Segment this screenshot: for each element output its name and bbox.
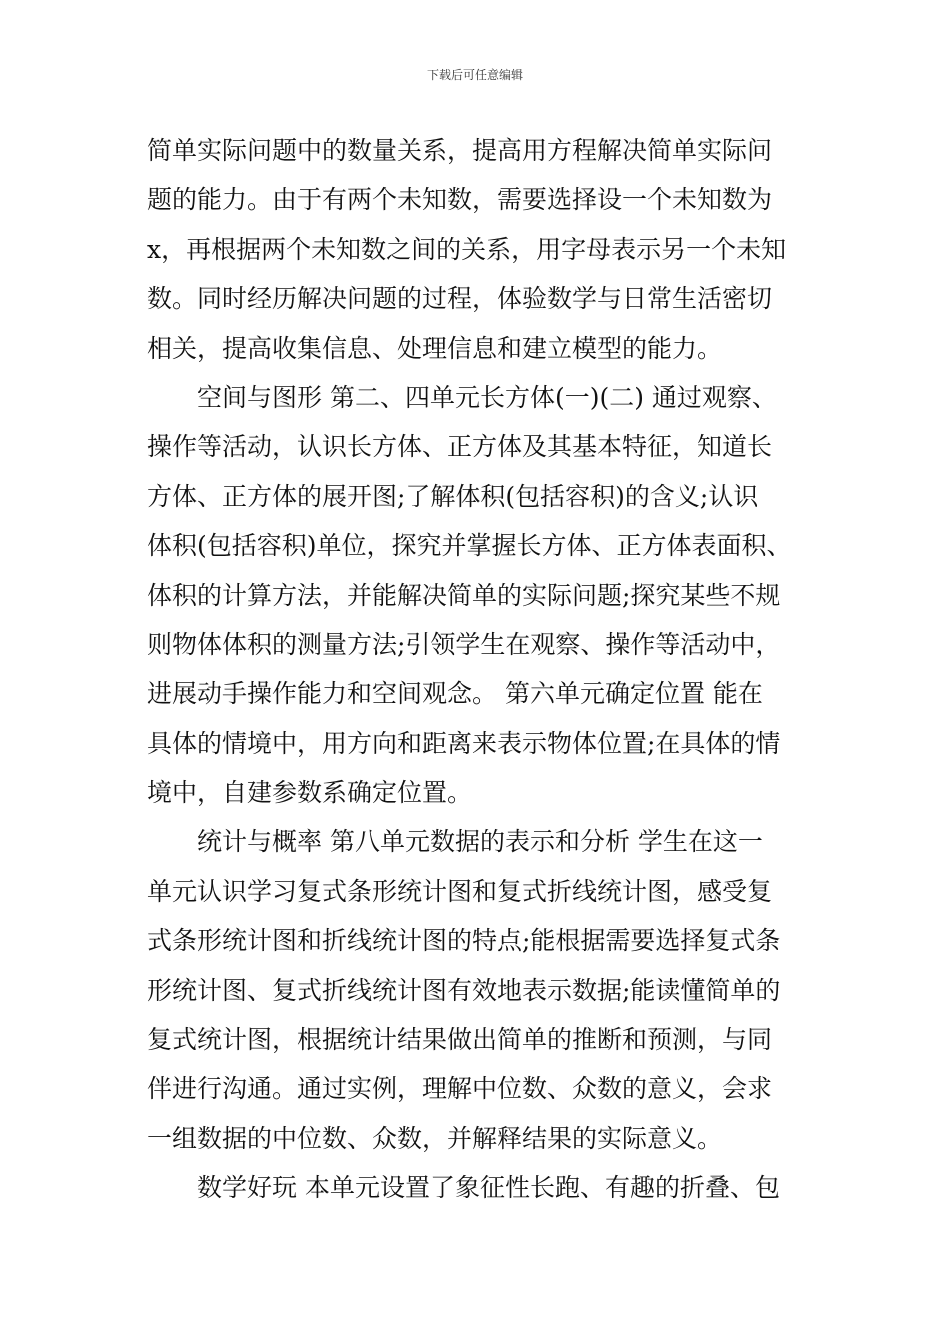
page-header: 下载后可任意编辑 [426, 68, 523, 82]
text-line: 题的能力。由于有两个未知数，需要选择设一个未知数为 [147, 185, 773, 215]
text-line: x，再根据两个未知数之间的关系，用字母表示另一个未知 [147, 234, 787, 264]
text-line: 体积的计算方法，并能解决简单的实际问题;探究某些不规 [147, 580, 781, 610]
text-line: 复式统计图，根据统计结果做出简单的推断和预测，与同 [147, 1025, 773, 1055]
text-line: 式条形统计图和折线统计图的特点;能根据需要选择复式条 [147, 926, 781, 956]
text-line: 伴进行沟通。通过实例，理解中位数、众数的意义，会求 [147, 1074, 773, 1104]
document-body [147, 126, 807, 1213]
text-line: 数学好玩 本单元设置了象征性长跑、有趣的折叠、包 [197, 1173, 780, 1203]
text-line: 空间与图形 第二、四单元长方体(一)(二) 通过观察、 [197, 382, 777, 412]
text-line: 一组数据的中位数、众数，并解释结果的实际意义。 [147, 1123, 723, 1153]
text-line: 进展动手操作能力和空间观念。 第六单元确定位置 能在 [147, 679, 763, 709]
text-line: 操作等活动，认识长方体、正方体及其基本特征，知道长 [147, 432, 773, 462]
text-line: 形统计图、复式折线统计图有效地表示数据;能读懂简单的 [147, 975, 781, 1005]
text-line: 方体、正方体的展开图;了解体积(包括容积)的含义;认识 [147, 481, 759, 511]
text-line: 体积(包括容积)单位，探究并掌握长方体、正方体表面积、 [147, 531, 792, 561]
text-line: 相关，提高收集信息、处理信息和建立模型的能力。 [147, 333, 723, 363]
text-line: 单元认识学习复式条形统计图和复式折线统计图，感受复 [147, 876, 773, 906]
text-line: 简单实际问题中的数量关系，提高用方程解决简单实际问 [147, 136, 773, 165]
text-line: 数。同时经历解决问题的过程，体验数学与日常生活密切 [147, 284, 773, 314]
text-line: 境中，自建参数系确定位置。 [147, 778, 473, 808]
text-line: 则物体体积的测量方法;引领学生在观察、操作等活动中， [147, 629, 781, 659]
text-line: 统计与概率 第八单元数据的表示和分析 学生在这一 [197, 827, 763, 857]
text-line: 具体的情境中，用方向和距离来表示物体位置;在具体的情 [147, 728, 781, 758]
